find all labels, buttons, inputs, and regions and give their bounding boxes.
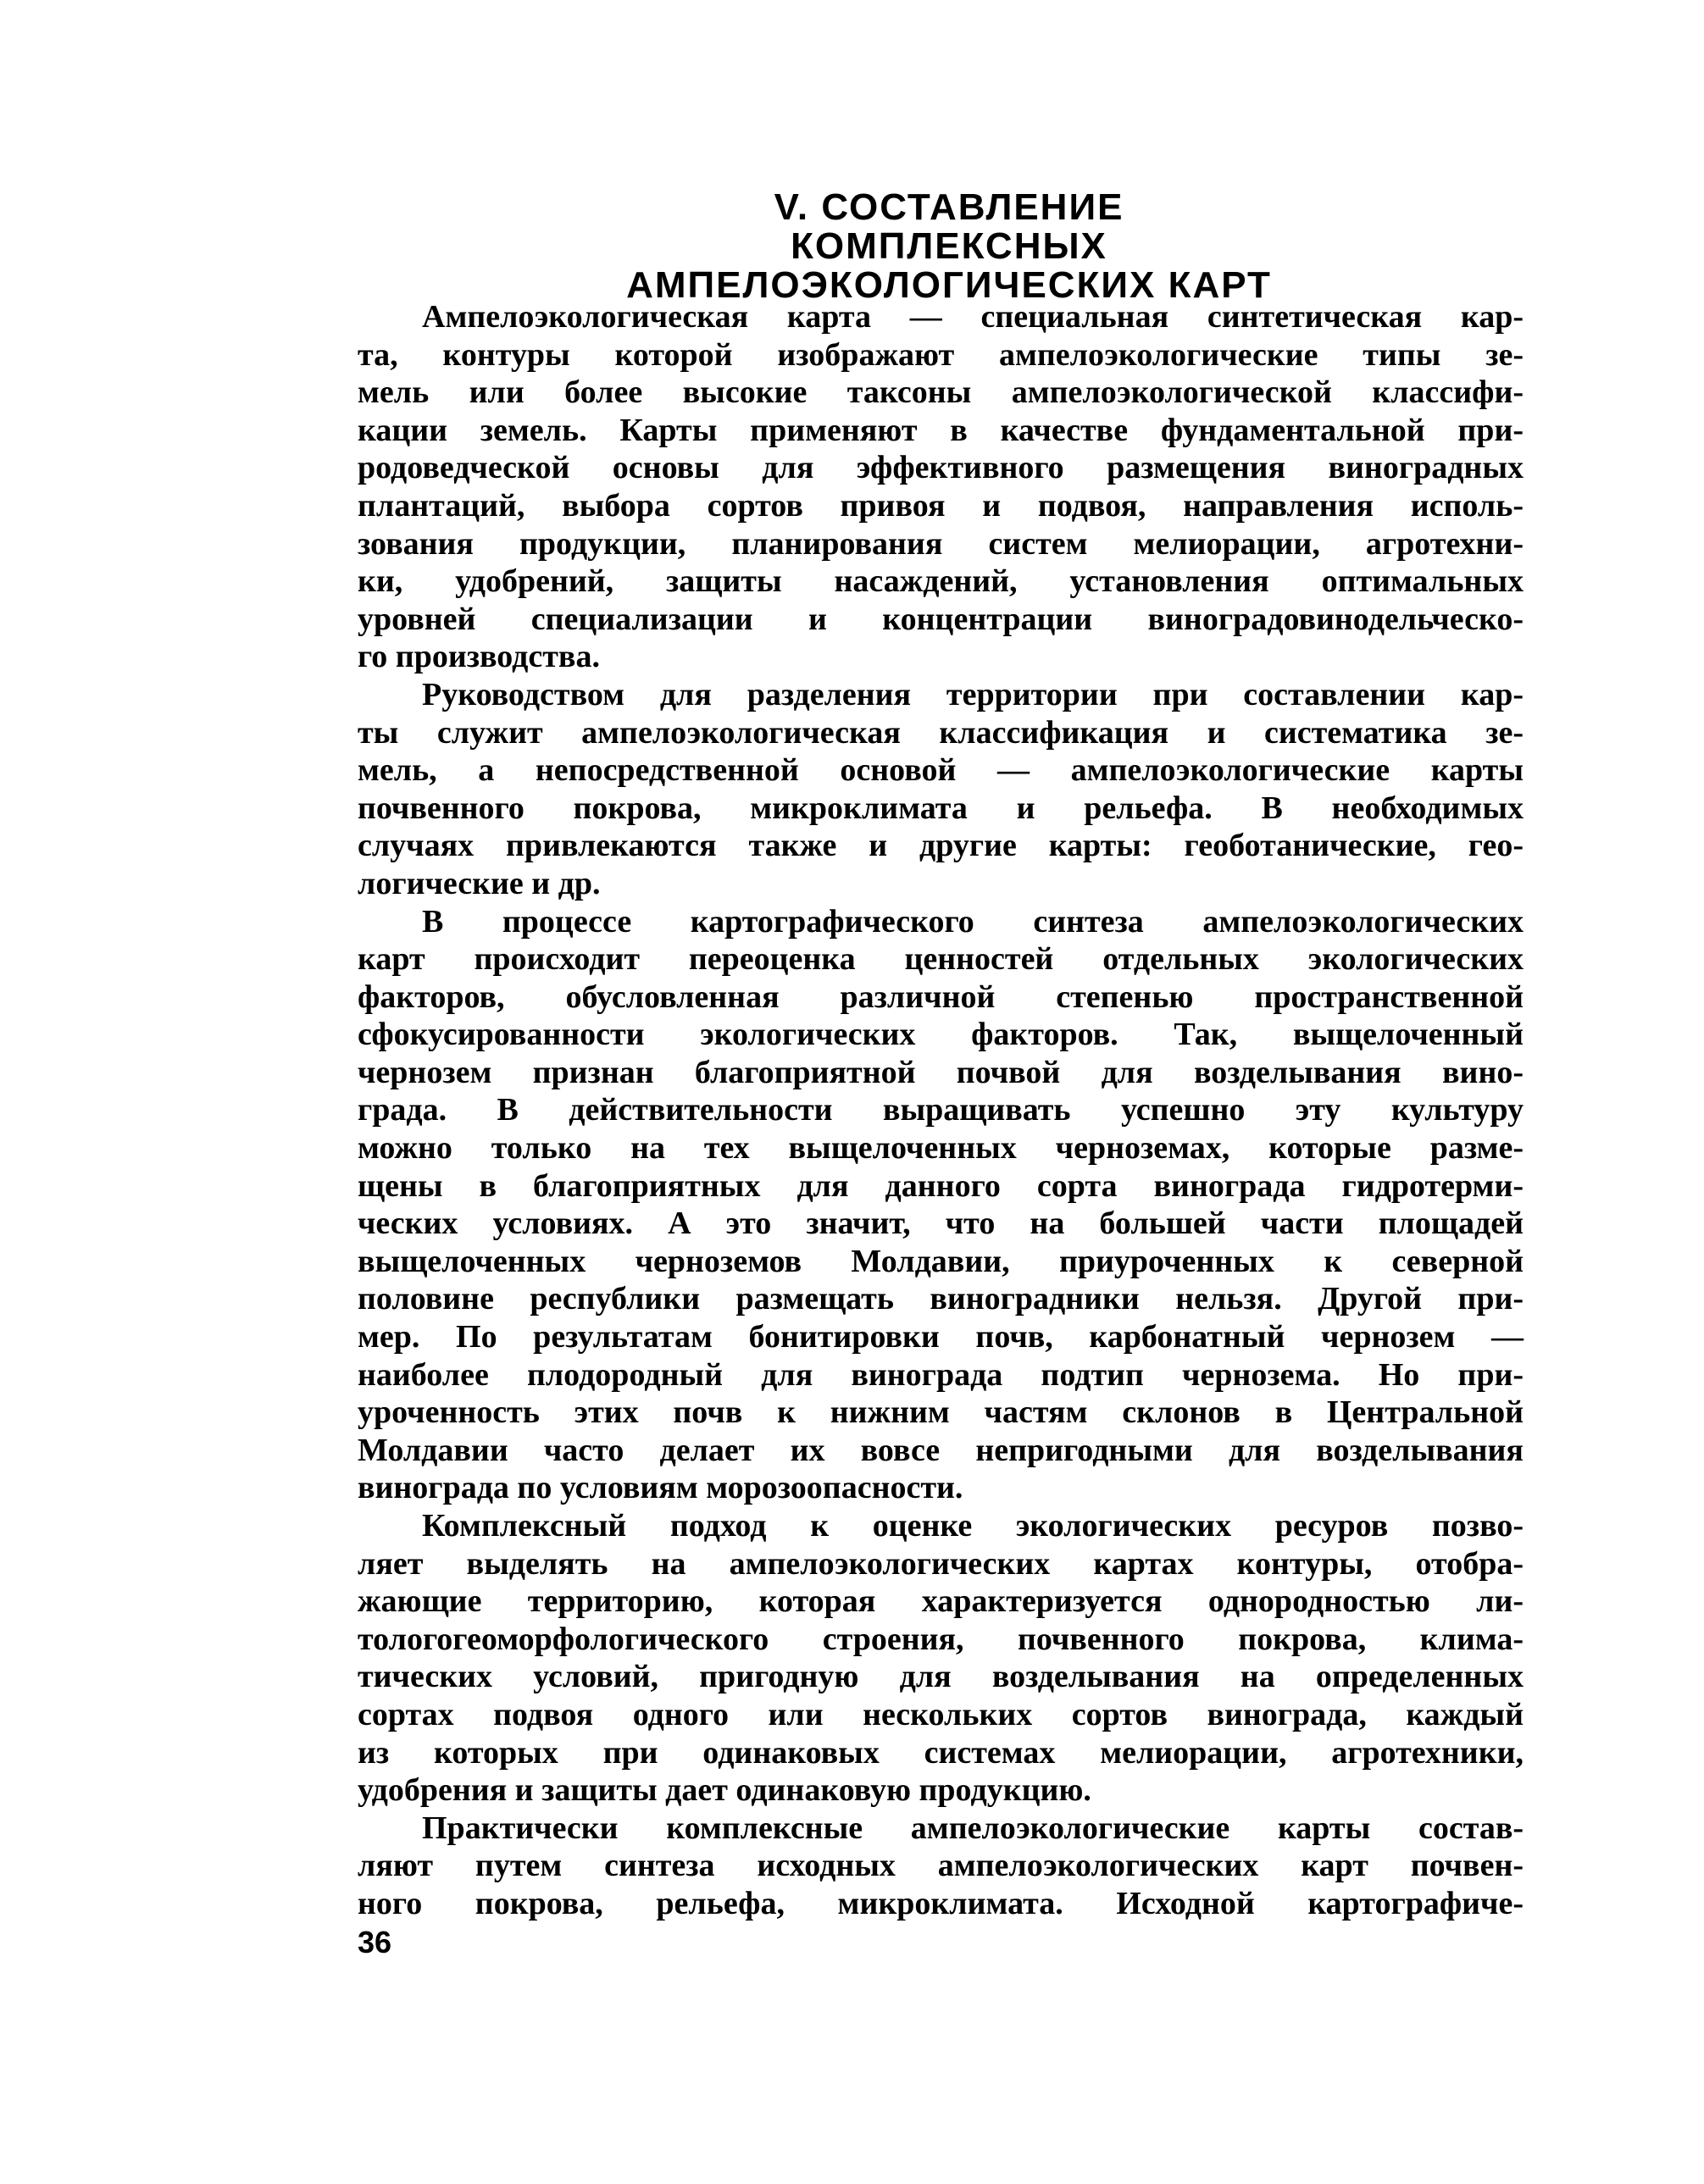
chapter-title-line-2: АМПЕЛОЭКОЛОГИЧЕСКИХ КАРТ — [626, 264, 1272, 306]
text-line: уровней специализации и концентрации виноградовинодельческо- — [358, 601, 1524, 637]
text-line: родоведческой основы для эффективного размещения виноградных — [358, 450, 1524, 486]
text-line: та, контуры которой изображают ампелоэкологические типы зе- — [358, 336, 1524, 373]
text-line: зования продукции, планирования систем мелиорации, агротехни- — [358, 525, 1524, 562]
text-line: почвенного покрова, микроклимата и рельефа. В необходимых — [358, 790, 1524, 826]
body-text — [358, 298, 1524, 1923]
text-line: логические и др. — [358, 865, 601, 901]
text-line: ки, удобрений, защиты насаждений, установления оптимальных — [358, 563, 1524, 600]
text-line: го производства. — [358, 639, 600, 675]
text-line: можно только на тех выщелоченных черноземах, которые разме- — [358, 1130, 1524, 1167]
text-line: чернозем признан благоприятной почвой для возделывания вино- — [358, 1054, 1524, 1090]
text-line: мер. По результатам бонитировки почв, карбонатный чернозем — — [358, 1319, 1524, 1355]
text-line: уроченность этих почв к нижним частям склонов в Центральной — [358, 1394, 1524, 1431]
text-line: жающие территорию, которая характеризуется однородностью ли- — [358, 1583, 1524, 1620]
text-line: плантаций, выбора сортов привоя и подвоя, направления исполь- — [358, 487, 1524, 524]
page-number: 36 — [358, 1925, 392, 1960]
text-line: факторов, обусловленная различной степенью пространственной — [358, 978, 1524, 1015]
paragraph — [358, 1507, 1524, 1810]
chapter-title — [195, 188, 1703, 305]
text-line: тологогеоморфологического строения, почвенного покрова, клима- — [358, 1621, 1524, 1657]
chapter-title-line-1: V. СОСТАВЛЕНИЕ КОМПЛЕКСНЫХ — [774, 186, 1124, 267]
text-line: из которых при одинаковых системах мелиорации, агротехники, — [358, 1734, 1524, 1771]
text-line: выщелоченных черноземов Молдавии, приуроченных к северной — [358, 1243, 1524, 1279]
text-line: града. В действительности выращивать успешно эту культуру — [358, 1092, 1524, 1128]
text-line: Ампелоэкологическая карта — специальная синтетическая кар- — [422, 299, 1524, 335]
text-line: мель или более высокие таксоны ампелоэкологической классифи- — [358, 374, 1524, 411]
text-line: случаях привлекаются также и другие карты: геоботанические, гео- — [358, 828, 1524, 864]
text-line: Практически комплексные ампелоэкологические карты состав- — [422, 1810, 1524, 1846]
text-line: наиболее плодородный для винограда подтип чернозема. Но при- — [358, 1356, 1524, 1393]
text-line: Руководством для разделения территории при составлении кар- — [422, 676, 1524, 712]
text-line: тических условий, пригодную для возделывания на определенных — [358, 1659, 1524, 1695]
paragraph — [358, 903, 1524, 1508]
text-line: сфокусированности экологических факторов. Так, выщелоченный — [358, 1017, 1524, 1053]
text-line: Молдавии часто делает их вовсе непригодными для возделывания — [358, 1432, 1524, 1468]
text-line: кации земель. Карты применяют в качестве фундаментальной при- — [358, 412, 1524, 448]
text-line: ты служит ампелоэкологическая классификация и систематика зе- — [358, 714, 1524, 751]
paragraph — [358, 298, 1524, 676]
text-line: половине республики размещать виноградники нельзя. Другой при- — [358, 1281, 1524, 1317]
text-line: ного покрова, рельефа, микроклимата. Исходной картографиче- — [358, 1885, 1524, 1921]
text-line: Комплексный подход к оценке экологических ресуров позво- — [422, 1508, 1524, 1544]
text-line: В процессе картографического синтеза ампелоэкологических — [422, 903, 1524, 940]
text-line: удобрения и защиты дает одинаковую продукцию. — [358, 1772, 1091, 1809]
text-line: карт происходит переоценка ценностей отдельных экологических — [358, 941, 1524, 978]
text-line: ляют путем синтеза исходных ампелоэкологических карт почвен- — [358, 1848, 1524, 1884]
text-line: ческих условиях. А это значит, что на большей части площадей — [358, 1206, 1524, 1242]
text-line: щены в благоприятных для данного сорта винограда гидротерми- — [358, 1167, 1524, 1204]
paragraph — [358, 1810, 1524, 1923]
text-line: мель, а непосредственной основой — ампелоэкологические карты — [358, 752, 1524, 789]
text-line: винограда по условиям морозоопасности. — [358, 1470, 963, 1506]
text-line: ляет выделять на ампелоэкологических картах контуры, отобра- — [358, 1545, 1524, 1582]
text-line: сортах подвоя одного или нескольких сортов винограда, каждый — [358, 1696, 1524, 1732]
paragraph — [358, 676, 1524, 903]
